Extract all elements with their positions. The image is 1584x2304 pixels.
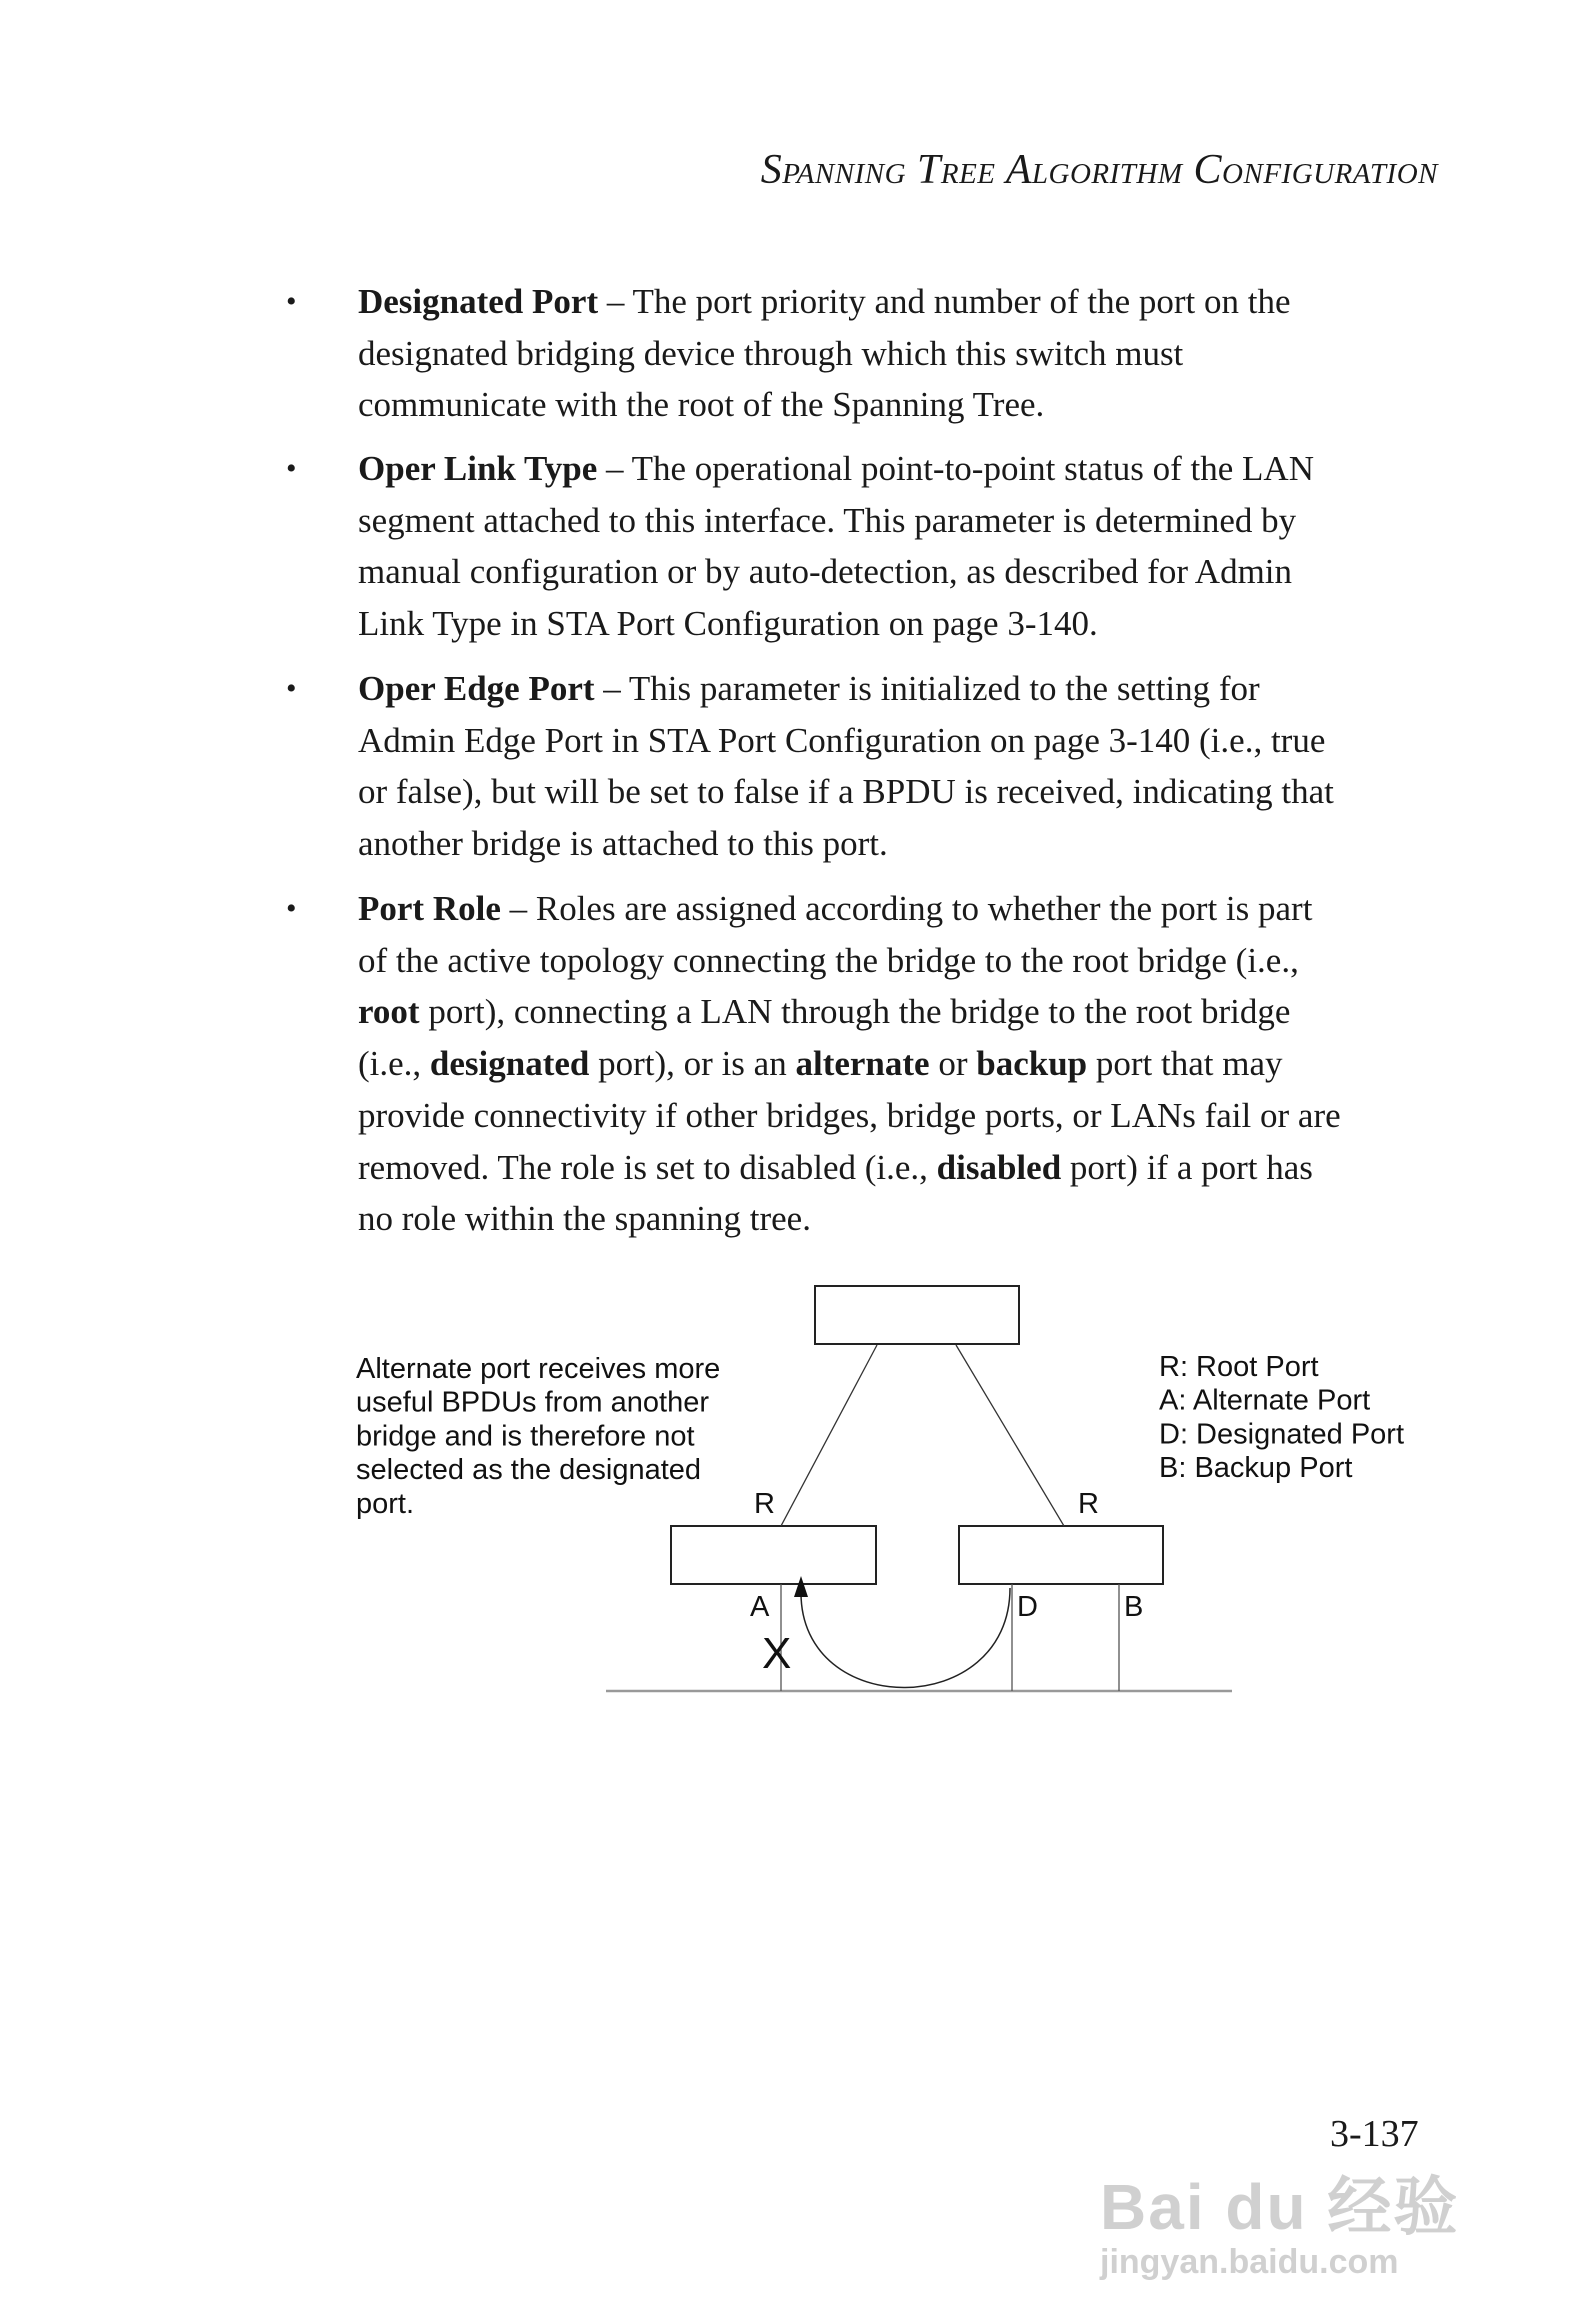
text-segment: designated bridging device through which this switch must xyxy=(358,333,1184,373)
link-left xyxy=(781,1345,877,1526)
text-segment: – The operational point-to-point status of the LAN xyxy=(597,449,1314,488)
caption-line: port. xyxy=(356,1487,415,1520)
bullet-icon: • xyxy=(286,285,297,318)
caption-line: Alternate port receives more xyxy=(356,1353,721,1385)
diagram-legend xyxy=(1159,1351,1404,1484)
text-segment: removed. The role is set to disabled (i.e., xyxy=(358,1147,937,1187)
label-r-right: R xyxy=(1078,1488,1099,1520)
page-number: 3-137 xyxy=(1330,2113,1419,2155)
text-segment: segment attached to this interface. This parameter is determined by xyxy=(358,500,1297,540)
caption-line: selected as the designated xyxy=(356,1454,702,1487)
text-segment: or false), but will be set to false if a BPDU is received, indicating that xyxy=(358,772,1334,812)
right-bridge-box xyxy=(959,1526,1163,1584)
text-segment: (i.e., xyxy=(358,1044,430,1084)
text-segment: port), or is an xyxy=(589,1044,796,1084)
caption-line: useful BPDUs from another xyxy=(356,1386,709,1419)
text-segment: another bridge is attached to this port. xyxy=(358,824,888,864)
label-r-left: R xyxy=(754,1488,775,1520)
arrowhead-icon xyxy=(794,1576,808,1597)
legend-item: D: Designated Port xyxy=(1159,1418,1405,1451)
label-a: A xyxy=(750,1591,770,1623)
text-segment: of the active topology connecting the bridge to the root bridge (i.e., xyxy=(358,940,1299,980)
legend-item: R: Root Port xyxy=(1159,1351,1319,1383)
watermark xyxy=(1100,2172,1459,2282)
root-bridge-box xyxy=(815,1286,1019,1344)
text-segment: – This parameter is initialized to the setting for xyxy=(594,669,1260,708)
text-segment: port), connecting a LAN through the bridge to the root bridge xyxy=(419,992,1291,1032)
link-right xyxy=(956,1345,1064,1526)
text-segment: – Roles are assigned according to whether the port is part xyxy=(500,889,1313,928)
running-header: Spanning Tree Algorithm Configuration xyxy=(760,147,1438,193)
text-segment: – The port priority and number of the port on the xyxy=(598,282,1291,321)
bold-term: Designated Port xyxy=(358,282,599,321)
caption-line: bridge and is therefore not xyxy=(356,1420,695,1453)
text-segment: Link Type in STA Port Configuration on page 3-140. xyxy=(358,604,1098,644)
text-segment: provide connectivity if other bridges, bridge ports, or LANs fail or are xyxy=(358,1095,1341,1135)
text-segment: port that may xyxy=(1087,1044,1283,1084)
bold-term: root xyxy=(358,992,420,1032)
diagram-caption xyxy=(356,1353,720,1520)
bold-term: Oper Link Type xyxy=(358,449,598,488)
left-bridge-box xyxy=(671,1526,876,1584)
text-segment: port) if a port has xyxy=(1061,1147,1313,1187)
text-segment: Admin Edge Port in STA Port Configuration on page 3-140 (i.e., true xyxy=(358,720,1326,760)
bold-term: Port Role xyxy=(358,889,501,928)
bold-term: backup xyxy=(976,1044,1088,1084)
watermark-brand: Bai du 经验 xyxy=(1100,2171,1460,2243)
text-segment: communicate with the root of the Spanning Tree. xyxy=(358,385,1045,425)
bold-term: alternate xyxy=(795,1044,930,1084)
label-d: D xyxy=(1017,1591,1038,1623)
bullet-icon: • xyxy=(286,452,297,485)
text-segment: or xyxy=(929,1044,977,1084)
legend-item: B: Backup Port xyxy=(1159,1452,1353,1485)
label-b: B xyxy=(1124,1591,1144,1623)
bold-term: designated xyxy=(429,1044,590,1084)
watermark-url: jingyan.baidu.com xyxy=(1100,2243,1399,2281)
bullet-icon: • xyxy=(286,892,297,925)
bold-term: Oper Edge Port xyxy=(358,669,595,708)
blocked-x-icon: X xyxy=(762,1629,792,1678)
bpdu-arrow xyxy=(801,1588,1010,1688)
text-segment: manual configuration or by auto-detection, as described for Admin xyxy=(358,552,1293,592)
bold-term: disabled xyxy=(936,1147,1062,1187)
legend-item: A: Alternate Port xyxy=(1159,1384,1371,1417)
bullet-icon: • xyxy=(286,672,297,705)
text-segment: no role within the spanning tree. xyxy=(358,1199,811,1239)
